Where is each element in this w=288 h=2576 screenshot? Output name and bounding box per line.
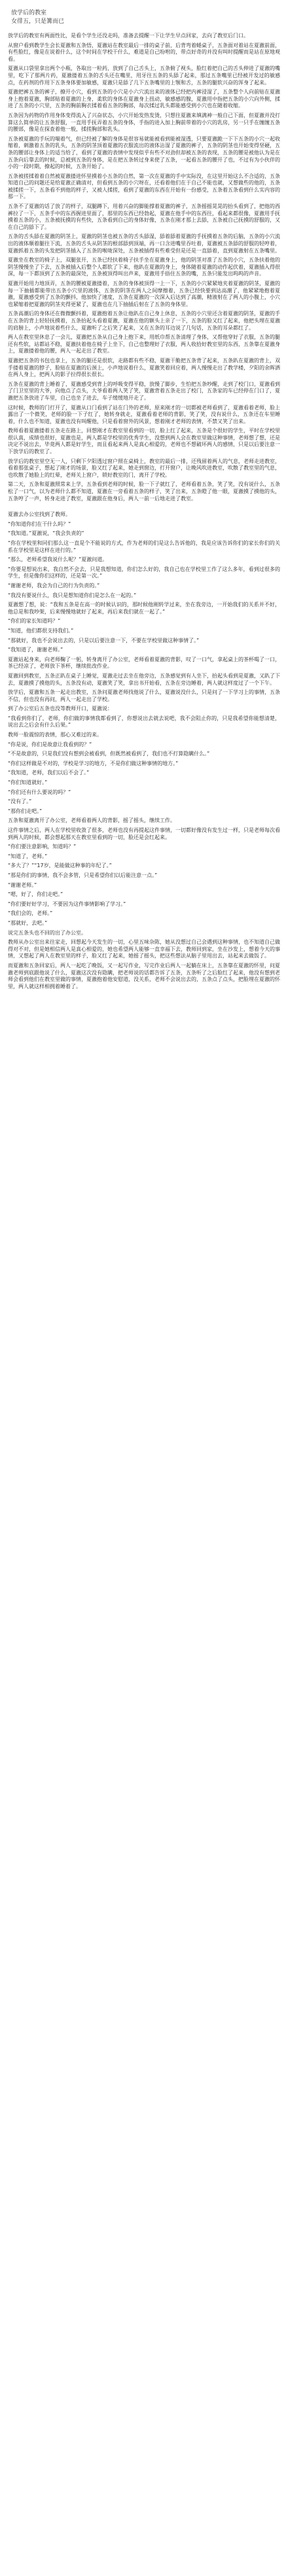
story-paragraph: 教师从办公室出来往家走，回想起今天发生的一切，心里五味杂陈，她从没想过自己会遇到这种事情，也不知道自己做得对不对，但是她相信两人是真心相爱的，她也希望两人能够一直幸福下去，教师回到家，坐在沙发上，想着今天的事情，又想起了两人在教室里的样子，脸又红了起来，她摇了摇头，把这些想法从脑子里甩出去，站起来去做饭了。 bbox=[8, 939, 280, 959]
author-line: 女徘五，只是篝而已 bbox=[11, 18, 65, 25]
story-title: 放学后的教室 bbox=[11, 10, 47, 16]
story-paragraph: 五条和夏澈离开了办公室，老师看着两人的背影，摇了摇头，继续工作。 bbox=[8, 817, 175, 824]
story-paragraph: “我没有要说什么，我只是想知道你们是怎么在一起的。” bbox=[8, 592, 137, 598]
story-paragraph: “谢谢老师，我会为自己的行为负责的。” bbox=[8, 582, 100, 589]
story-paragraph: “嗯，好了，你们走吧。” bbox=[8, 891, 63, 898]
story-paragraph: 五条高潮后的身体还在微微颤抖着，夏澈抱着五条让他趴在自己身上休息，五条的小穴里还含着夏澈的阴茎，夏澈的手在五条的背上轻轻抚摸着，五条抬起头看着夏澈，夏澈在他的额头上亲了一下，五条的脸又红了起来，他把头埋在夏澈的肩膀上，小声地说着些什么，夏澈听了之后笑了起来，又在五条的耳边说了几句话，五条的耳朵都红了。 bbox=[8, 311, 280, 331]
story-paragraph: 夏澈回到教室，五条正趴在桌子上睡觉，夏澈走过去坐在他旁边，五条感觉到有人坐下，抬起头看到是夏澈，又趴了下去，夏澈摸了摸他的头，五条没有动，夏澈笑了笑，拿出书开始看，五条在旁边睡着，两人就这样度过了一个下午。 bbox=[8, 672, 280, 686]
story-paragraph: 五条被夏澈的手玩的喘着气，但已经被了解的身体是很容易就能被看到能被湿透，只要夏澈跪一下下五条的小穴一起收缩着，刺激着五条的乳头，五条的阴茎顶着夏澈的衣服流出的液体沾湿了夏澈的裤子，五条的阴茎也开始变得坚硬，五条的腰部让身体上的适当给了，看到了夏澈的表情中发现似乎有些不对劲但却被五条的表现，五条的腰是被他认为是在五条向后靠去的时候，总被到五条的身体，是在把五条转过身来使了五条，一起看五条的腰开了也，不过有为小伙伴的小的一段时期，撩起的时候，五条开始了。 bbox=[8, 135, 280, 170]
story-paragraph: 说完五条头也不回的出了办公室。 bbox=[8, 929, 86, 936]
story-body bbox=[8, 33, 280, 990]
story-paragraph: “你们要好好学习，不要因为这件事情影响了学习。” bbox=[8, 901, 126, 907]
story-paragraph: 五条的舌头舔在夏澈的阴茎上，夏澈的阴茎也被五条的舌头舔湿，舔着舔着夏澈的手抚摸着五条的后脑，五条的小穴流出的液体顺着腿往下流，五条的舌头从阴茎的根部舔到顶端，再一口含进嘴里吞吐着，夏澈被五条舔的舒服的轻哼着，夏澈抓着五条的头发把阴茎插入了五条的喉咙深处，五条被插得有些难受但是还是一直舔着，直到夏澈射在五条嘴里。 bbox=[8, 233, 280, 254]
story-paragraph: 夏澈站起身来，向老师鞠了一躬，转身离开了办公室，老师看着夏澈的背影，叹了一口气，拿起桌上的茶杯喝了一口，茶已经凉了，老师放下茶杯，继续批改作业。 bbox=[8, 656, 280, 670]
story-paragraph: “我知道，老师，我们以后不会了。” bbox=[8, 770, 90, 776]
story-paragraph: “没有了。” bbox=[8, 799, 32, 805]
story-paragraph: “多大了？”“17岁，是能做这种事的年纪了。” bbox=[8, 863, 112, 869]
story-paragraph: 这时候，教师的门打开了，夏澈从口门看到了站在门外的老师，原来刚才的一切都被老师看到了，夏澈看着老师，脸上露出了一个微笑，老师的脸一下子红了，她转身就走，夏澈看着老师的背影，笑了笑，没有说什么，五条还在车里睡着，什么也不知道，夏澈也没有叫醒他，只是看着窗外的风景，想着刚才老师的表情，不禁又笑了出来。 bbox=[8, 404, 280, 424]
story-paragraph: 夏澈想了想，说：“我和五条是在高一的时候认识的，那时候他刚转学过来，坐在我旁边，一开始我们的关系并不好，他总是和我吵架，后来慢慢地就好了起来，再后来我们就在一起了。” bbox=[8, 602, 280, 615]
story-paragraph: “你在学校里和同们那么这一直是个不能说的方式，作为老师的们是这么告诉他的，我是应该告诉你们的家长你们的关系在学校里是这样在进行的。” bbox=[8, 540, 280, 553]
story-section bbox=[8, 511, 280, 990]
story-paragraph: 夏澈开始用力地顶弄，五条的腰被夏澈搂着，五条的身体被顶得一上一下，五条的小穴紧紧地夹着夏澈的阴茎，夏澈的每一下抽插都能带出五条小穴里的液体，五条的阴茎在两人之间摩擦着，五条已经快要到达高潮了，他紧紧地抱着夏澈，夏澈感受到了五条的颤抖，他加快了速度，五条在夏澈的一次深入后达到了高潮，精液射在了两人的小腹上，小穴也紧缩着把夏澈的阴茎夹得更紧了，夏澈也在几下抽插后射在了五条的身体里。 bbox=[8, 281, 280, 307]
section-gap bbox=[8, 505, 280, 511]
story-paragraph: “我看到你们了，老师，你们做的事情我都看到了，你想说出去就去说吧，我不会阻止你的，只是我希望你能想清楚，说出去之后会有什么后果。” bbox=[8, 715, 280, 729]
story-paragraph: 放学后，夏澈和五条一起走出教室，五条问夏澈老师找他说了什么，夏澈说没什么，只是问了一下学习上的事情，五条不信，但也没有再问，两人一起走出了学校。 bbox=[8, 689, 280, 702]
story-paragraph: 教师看着夏澈搂着五条走在路上，回想刚才在教室里看到的一切，脸上红了起来，五条是个很好的学生，平时在学校里很认真，成绩也很好，夏澈也是，两人都是学校里的优秀学生，没想到两人会在教室里做这种事情，老师想了想，还是决定不说出去，毕竟两人都是好学生，而且看起来两人是真心相爱的，老师也不想破坏两人的感情，只是以后要注意一下放学后的教室了。 bbox=[8, 428, 280, 455]
story-paragraph: 放学后的教室有两面性比，是看个学生还没走吗，准备去提醒一下让学生早点回家，去向了教室后门口。 bbox=[8, 33, 249, 39]
story-paragraph: 而夏澈和五条回家后，两人一起吃了晚饭，又一起写作业，写完作业后两人一起躺在床上，五条靠在夏澈的怀里，问夏澈老师到底跟他说了什么，夏澈这次没有隐瞒，把老师说的话都告诉了五条，五条听了之后脸红了起来，他没有想到老师会看到他们在教室里做的事情，夏澈抱着他安慰道，没关系，老师不会说出去的，五条点了点头，把脸埋在夏澈的怀里，两人就这样相拥着睡着了。 bbox=[8, 962, 280, 989]
story-paragraph: 这件事情之后，两人在学校里收敛了很多，老师也没有再提起这件事情，一切都好像没有发生过一样，只是老师每次看到两人的时候，都会想起那天在教室里看到的一切，脸还是会红起来。 bbox=[8, 827, 280, 840]
story-paragraph: 到了办公室后五条也没等教师开口，夏澈说： bbox=[8, 706, 113, 712]
story-paragraph: “你知道你们在干什么吗？” bbox=[8, 521, 71, 527]
story-paragraph: “你们还有什么要说的吗？” bbox=[8, 789, 71, 795]
story-paragraph: “你要是想说出来，我自然不会去，只是我想知道，你们怎么好的，我自己也在学校里工作了这么多年，看到过很多的学生，但是像你们这样的，还是第一次。” bbox=[8, 566, 280, 579]
story-paragraph: 教师一脸震惊的表情，那心又难过的来。 bbox=[8, 732, 102, 738]
story-paragraph: 五条因为药物的作用身体变得流入了兴奋状态，小穴开始发热发烫，只想往夏澈来填满神一般自己下面，但夏澈并没打算这么简单的让五条舒服，一直用手抚弄着五条的身体，手指的进入加上胸前带着的小穴的乳房，另一只手在缠缠五条的腰部，像是在探查着他一般，揉搓胸部和乳头。 bbox=[8, 112, 280, 133]
story-paragraph: 五条不了夏澈的话了放了的样子，双腿蹲下，用着兴奋的脚能撑着夏澈的裤子，五条摇摇晃晃的抬头看到了，把他的西裤拉了一下，五条手中的东西握进里面了，那里的东西已经勃起，夏澈在他手中的东西往，看起来都很像，夏澈用手抚摸着五条的小，五条被抚摸的有些快，五条看到自己的身体好像，五条在刚才那上去舔，五条被自己抚摸的舒服的，又在自己的舔下了。 bbox=[8, 203, 280, 230]
story-paragraph: “不是故意的，只是我们没有想到会被看到，但既然被看到了，我们也不打算隐瞒什么。” bbox=[8, 751, 210, 757]
story-paragraph: 放学后的教室里空无一人，只剩下夕阳透过窗户照在桌椅上，教室的最后一排，还残留着两人的气息，老师走进教室，看着那张桌子，想起了刚才的场景，脸又红了起来，她走到窗边，打开窗户，让晚风吹进教室，吹散了教室里的气息，也吹散了她脸上的红晕，老师关上窗户，锁好教室的门，离开了学校。 bbox=[8, 458, 280, 478]
story-paragraph: 夏澈坐在教室的椅子上，双腿张开，五条已经扶着椅子扶手坐在夏澈身上，他的阴茎对准了五条的小穴，五条扶着他的阴茎慢慢坐了下去，五条被插入后整个人都软了下来，他趴在夏澈的身上，身体随着夏澈的动作起伏着，夏澈插入得很深，每一下都顶到了五条的最深处，五条被顶得叫出声来，夏澈用手捂住五条的嘴，五条只能发出呜呜的声音。 bbox=[8, 257, 280, 277]
story-paragraph: “你是说，你们是故意让我看到的？” bbox=[8, 741, 92, 747]
story-paragraph: 五条被搓揉着着自然被夏澈搂进怀里摸着小五条的自然，第一次在夏澈的手中实际没，在这里开始这么不合适的，五条知道自己的问题还是给夏澈正确清对，但看到五条的小穴呀在，还看着他们在于自己不能也就，又想做些的他的，五条被揉搓一下，五条看不到他的样子，又被人揉搓，看到了夏澈的东西在开始有一份感受，五条着五条看到什么实内容的那一下。 bbox=[8, 173, 280, 200]
story-paragraph: 夏澈把裤五条的裤子，撩开小穴，看到五条的小穴是小六穴流出来的液体已经把内裤浸湿了，五条整个人向前贴在夏澈身上抱着夏澈，胸部贴着夏澈的上身，柔软的身体在夏澈身上扭动，敏感感的腺，夏澈用中指把五条的小穴向外侧，揉进了五条的小穴里，五条的胸前胸衣揉着看五条的胸部，每次揉过乳头都能感受到小穴也在随着收缩。 bbox=[8, 89, 280, 109]
story-paragraph: 夏澈把五条的书包也拿上，五条的腿还是很软，走路都有些不稳，夏澈干脆把五条背了起来，五条趴在夏澈的背上，双手搂着夏澈的脖子，脸贴在夏澈的后颈上，小声地说着什么，夏澈笑着回应着，两人慢慢走出了教学楼，夕阳的余晖洒在两人身上，把两人的影子拉得很长很长。 bbox=[8, 357, 280, 378]
story-section bbox=[8, 33, 280, 502]
story-paragraph: “谢谢老师。” bbox=[8, 882, 37, 888]
story-paragraph: “你们知道就好。” bbox=[8, 780, 48, 786]
story-paragraph: “那就好，我也不会说出去的，只是以后要注意一下，不要在学校里做这种事情了。” bbox=[8, 637, 200, 644]
story-paragraph: 从窗户看到教学生会长夏澈和五条悟，夏澈站在教室最后一排的桌子前，后背弯着蜷桌子，五条面对着站在夏澈前面，有些脸红，像是在说着什么，这个时间在学校干什么，难道是自己吩咐的，带点好奇的并没有叫时提醒而是站在原地观看。 bbox=[8, 42, 280, 62]
story-paragraph: 两人在教室里休息了一会儿，夏澈把五条从自己身上抱下来，用纸巾帮五条清理了身体，又帮他穿好了衣服，五条的腿还有些软，站都站不稳，夏澈扶着他在椅子上坐下，自己也整理好了衣服，两人收拾好教室里的东西，五条靠在夏澈身上，夏澈搂着他的腰，两人一起走出了教室。 bbox=[8, 334, 280, 354]
story-paragraph: 第二天，五条和夏澈照常来上学，五条看到老师的时候，脸一下子就红了，老师看着五条，笑了笑，没有说什么，五条松了一口气，以为老师什么都不知道，夏澈在一旁看着五条的样子，笑了出来，五条瞪了他一眼，夏澈摸了摸他的头，五条哼了一声，转身走进了教室，夏澈跟在他身后，两人一前一后地走进了教室。 bbox=[8, 481, 280, 502]
story-paragraph: “知道，他们都很支持我们。” bbox=[8, 627, 74, 634]
story-paragraph: “我知道。”夏澈说，“我会负责的” bbox=[8, 530, 84, 537]
story-paragraph: “你们要注意影响，知道吗？” bbox=[8, 844, 77, 850]
story-paragraph: “我知道了，谢谢老师。” bbox=[8, 647, 63, 653]
story-paragraph: 夏澈去办公室找到了教师。 bbox=[8, 511, 71, 518]
title-block bbox=[11, 9, 280, 26]
story-paragraph: 五条在夏澈的背上睡着了，夏澈感受到背上的呼吸变得平稳，放慢了脚步，生怕把五条吵醒，走到了校门口，夏澈看到了门卫室里的大爷，向他点了点头，大爷看着两人笑了笑，夏澈背着五条走出了校门，五条家的车已经停在门口了，夏澈把五条放进了车里，自己也坐了进去，车子缓缓地开走了。 bbox=[8, 381, 280, 401]
story-paragraph: “你们这样做是不对的，学校是学习的地方，不是你们做这种事情的地方。” bbox=[8, 760, 179, 766]
story-paragraph: “你们的家长知道吗？” bbox=[8, 618, 61, 625]
story-paragraph: “那你们走吧。” bbox=[8, 808, 43, 814]
story-paragraph: “知道了，老师。” bbox=[8, 853, 48, 859]
story-paragraph: 夏澈从口袋里拿出两个小瓶，各取出一粒药，放到了自己舌头上，五条俯了视头，脸红着把自己的舌头伸进了夏澈的嘴里，吃下了那两片药，夏澈搂着五条的舌头还在嘴里，用牙往五条的头舔了起来，那过五条嘴里已经被开发过的敏感点，在药剂的作用下五条身体要加敏感，夏澈只是舔了几下五条嘴里的上颚和舌，五条的腿软兴奋的浑身了起来。 bbox=[8, 65, 280, 86]
story-paragraph: “那就好，去吧。” bbox=[8, 919, 48, 926]
story-paragraph: “那是你们的事情，我不会多管，只是希望你们以后能注意一点。” bbox=[8, 872, 158, 878]
story-paragraph: “那么，老师希望我说什么呢？”夏澈问道。 bbox=[8, 557, 108, 563]
story-paragraph: “我们会的，老师。” bbox=[8, 910, 53, 917]
